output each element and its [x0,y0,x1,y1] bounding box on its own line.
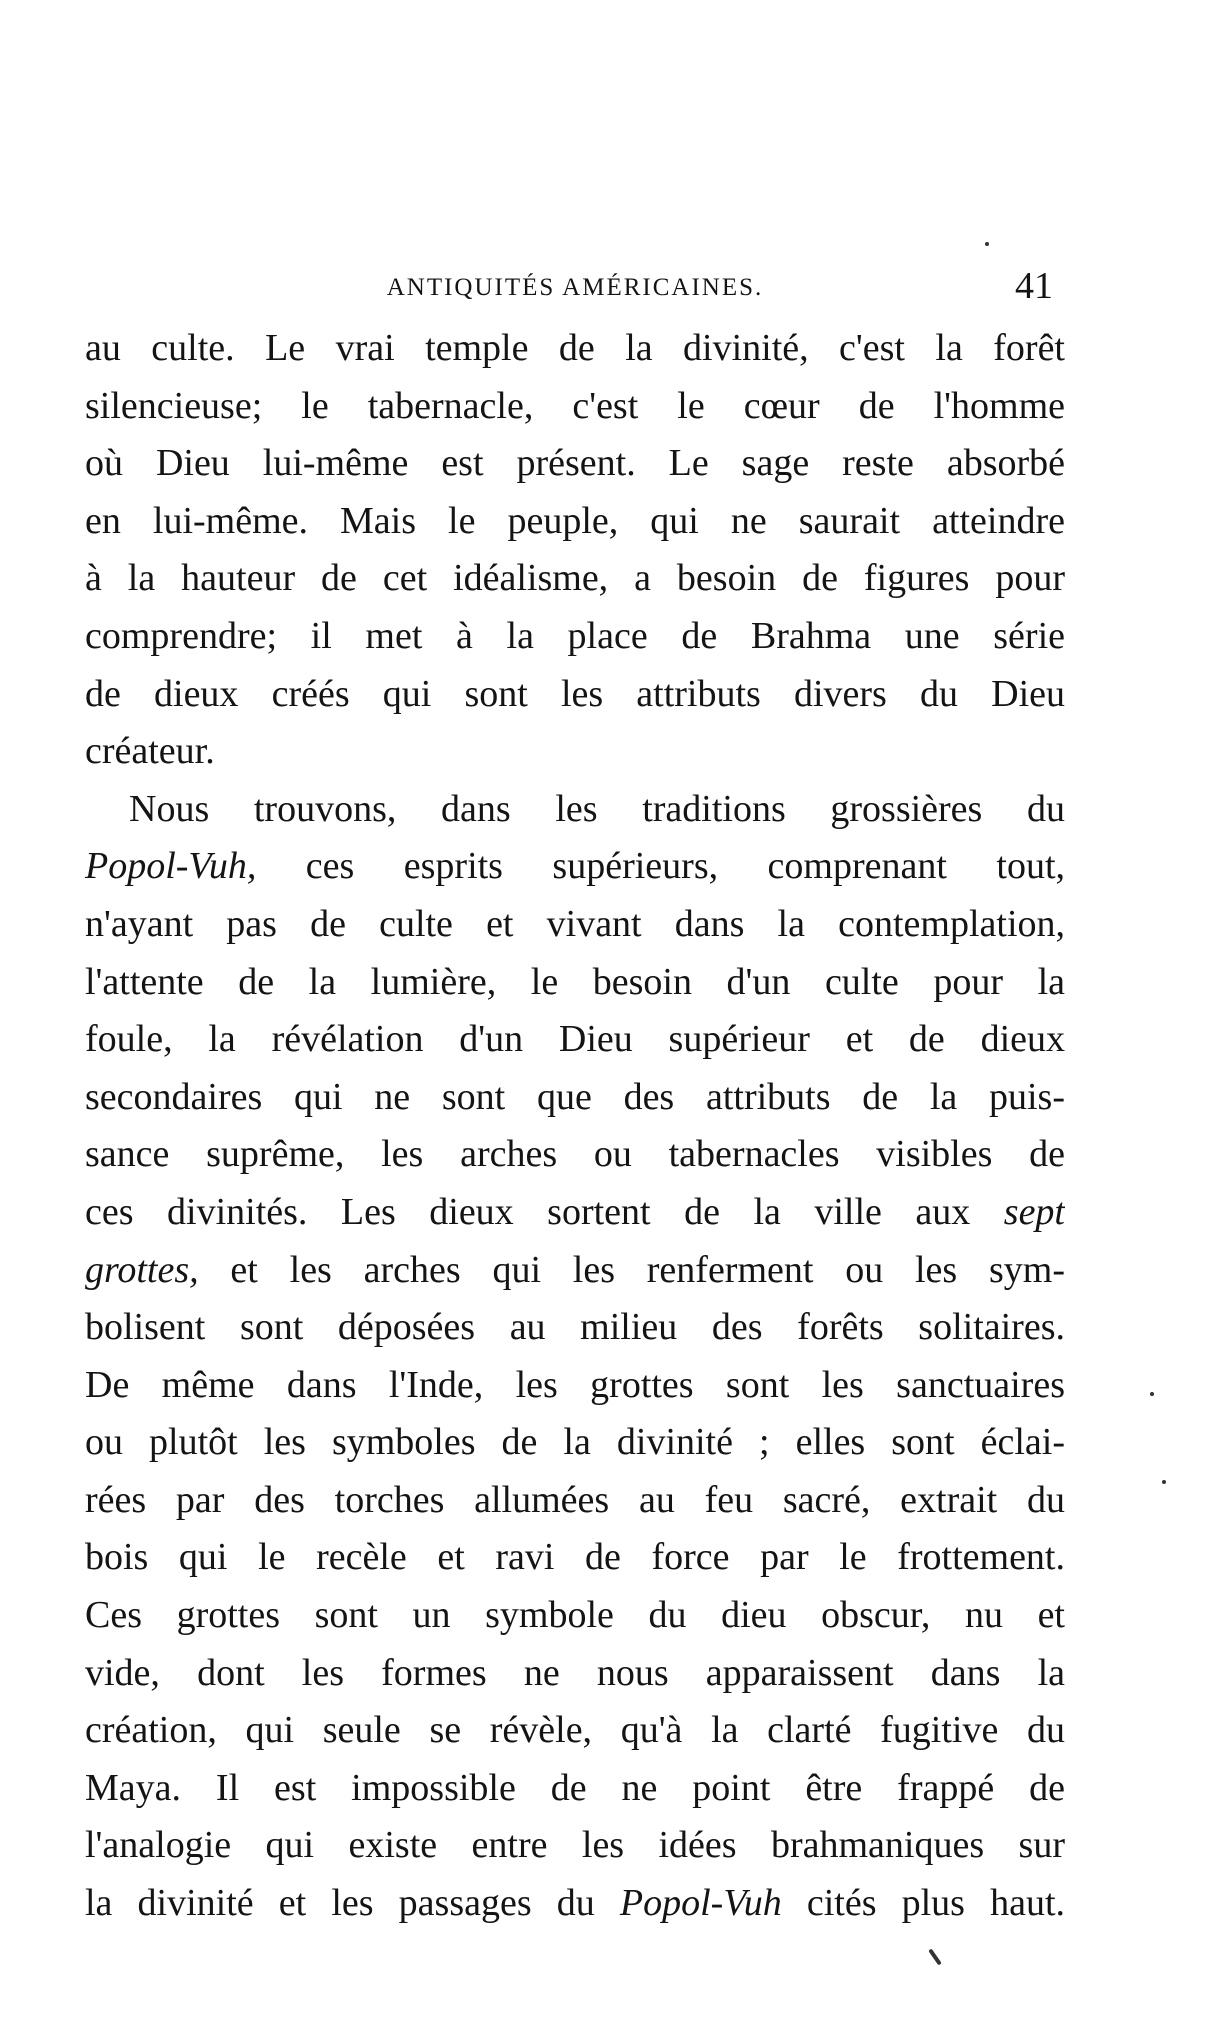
text-line [85,1875,1065,1933]
text-line: bolisent sont déposées au milieu des forêts solitaires. [85,1306,1065,1349]
text-line: création, qui seule se révèle, qu'à la clarté fugitive du [85,1709,1065,1752]
text-line: n'ayant pas de culte et vivant dans la contemplation, [85,902,1065,945]
text-line: vide, dont les formes ne nous apparaissent dans la [85,1651,1065,1694]
italic-title-popol-vuh: Popol-Vuh [619,1882,782,1925]
paragraph-first-line: Nous trouvons, dans les traditions grossières du [129,787,1065,830]
running-title: ANTIQUITÉS AMÉRICAINES. [386,274,764,301]
print-speck [1162,1480,1166,1484]
text-line [85,838,1065,896]
text-run: ces divinités. Les dieux sortent de la ville aux [85,1190,1004,1233]
italic-word: sept [1003,1190,1065,1233]
text-line: bois qui le recèle et ravi de force par le frottement. [85,1536,1065,1579]
paragraph-end-line: créateur. [85,730,215,773]
text-line: rées par des torches allumées au feu sacré, extrait du [85,1478,1065,1521]
running-head [85,265,1065,308]
italic-word: grottes, [85,1248,199,1291]
text-line: silencieuse; le tabernacle, c'est le cœur de l'homme [85,384,1065,427]
italic-title-popol-vuh: Popol-Vuh, [85,845,257,888]
print-speck [1150,1392,1154,1396]
text-line: l'attente de la lumière, le besoin d'un culte pour la [85,960,1065,1003]
text-line: au culte. Le vrai temple de la divinité, c'est la forêt [85,327,1065,369]
text-line: Ces grottes sont un symbole du dieu obscur, nu et [85,1594,1065,1637]
page-number: 41 [1015,265,1053,307]
text-line: Maya. Il est impossible de ne point être frappé de [85,1766,1065,1809]
text-line: sance suprême, les arches ou tabernacles visibles de [85,1133,1065,1176]
body-text [85,320,1065,1933]
text-line: en lui-même. Mais le peuple, qui ne saurait atteindre [85,499,1065,542]
text-line: foule, la révélation d'un Dieu supérieur et de dieux [85,1018,1065,1061]
text-line [85,1184,1065,1242]
text-run: ces esprits supérieurs, comprenant tout, [256,845,1065,888]
text-run: et les arches qui les renferment ou les sym- [198,1248,1065,1291]
print-speck [928,1948,942,1965]
text-run: cités plus haut. [781,1882,1065,1925]
text-line: l'analogie qui existe entre les idées brahmaniques sur [85,1824,1065,1867]
text-line: où Dieu lui-même est présent. Le sage reste absorbé [85,442,1065,485]
text-line: à la hauteur de cet idéalisme, a besoin de figures pour [85,557,1065,600]
text-run: la divinité et les passages du [85,1882,620,1925]
text-line [85,1242,1065,1300]
text-line: comprendre; il met à la place de Brahma une série [85,614,1065,657]
text-line: de dieux créés qui sont les attributs divers du Dieu [85,672,1065,715]
text-line: De même dans l'Inde, les grottes sont les sanctuaires [85,1363,1065,1406]
text-line: secondaires qui ne sont que des attributs de la puis- [85,1075,1065,1118]
print-speck [985,242,989,246]
text-line: ou plutôt les symboles de la divinité ; elles sont éclai- [85,1421,1065,1464]
